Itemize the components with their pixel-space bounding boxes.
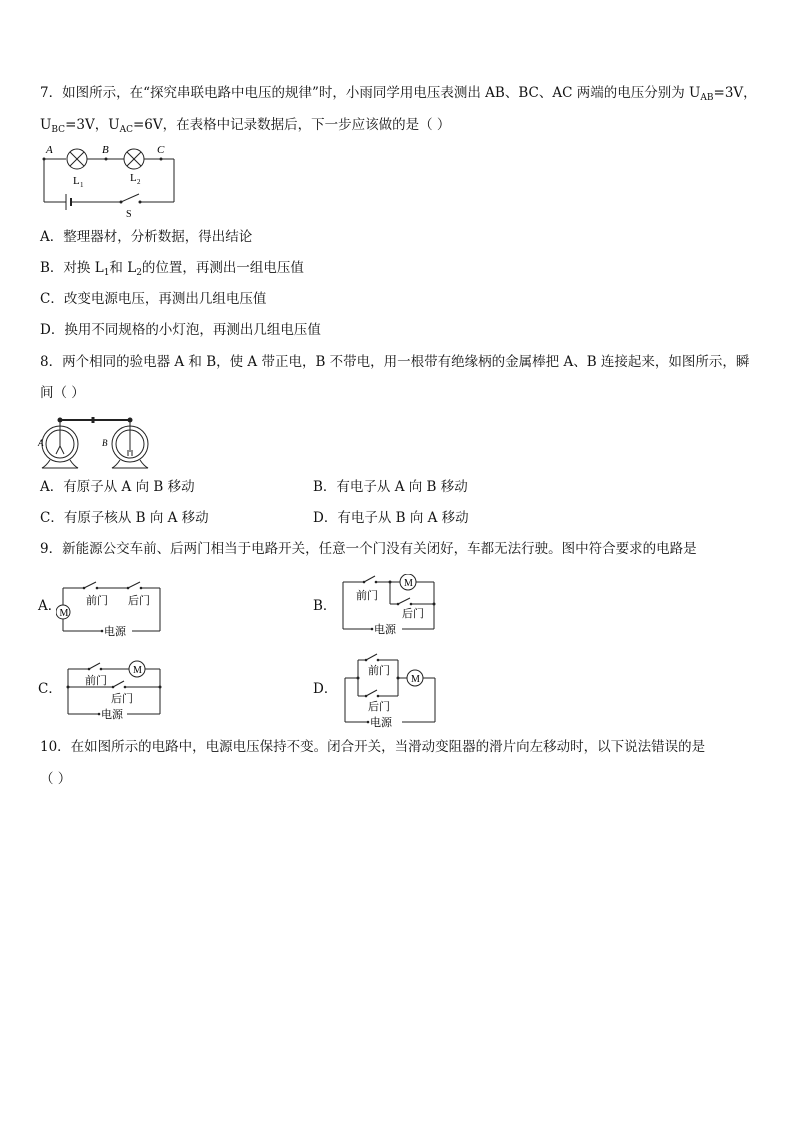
q7-fig-label-l1-sub: 1: [80, 181, 84, 189]
q10-stem-text2: （ ）: [40, 771, 72, 787]
q7-circuit-figure: [36, 142, 186, 222]
q7-fig-label-s: S: [126, 209, 132, 220]
q9-c-back-label: 后门: [111, 693, 133, 705]
q8-option-c[interactable]: [40, 509, 209, 527]
q7-option-c[interactable]: [40, 290, 266, 308]
q7-stem-text: 7．如图所示，在“探究串联电路中电压的规律”时，小雨同学用电压表测出 AB、BC、AC 两端的电压分别为 U: [40, 85, 701, 101]
q7-sub-ac: AC: [119, 125, 133, 135]
q9-b-motor-label: M: [404, 578, 413, 589]
q9-choice-d-label[interactable]: [313, 680, 337, 698]
q7-fig-label-l2: L: [130, 172, 137, 184]
q7-stem-question: =6V，在表格中记录数据后，下一步应该做的是（ ）: [132, 117, 451, 133]
q7-option-c-text: C．改变电源电压，再测出几组电压值: [40, 291, 267, 307]
q8-option-b-text: B．有电子从 A 向 B 移动: [313, 479, 468, 495]
q9-choice-c-label[interactable]: [38, 680, 62, 698]
q10-stem-text: 10．在如图所示的电路中，电源电压保持不变。闭合开关，当滑动变阻器的滑片向左移动时，以下说法错误的是: [40, 739, 706, 755]
q9-choice-c-text: C．: [38, 681, 62, 697]
q8-stem-text2: 间（ ）: [40, 385, 85, 401]
q8-option-d-text: D．有电子从 B 向 A 移动: [313, 510, 469, 526]
q9-b-power-label: 电源: [374, 624, 396, 636]
q9-b-front-label: 前门: [356, 590, 378, 602]
q8-stem-line2: [40, 384, 85, 402]
q10-stem-line2: [40, 770, 71, 788]
q9-a-front-label: 前门: [86, 595, 108, 607]
q7-sub-ab: AB: [700, 93, 714, 103]
q9-d-back-label: 后门: [368, 701, 390, 713]
q9-d-power-label: 电源: [370, 717, 392, 728]
q7-fig-label-b: B: [102, 144, 109, 156]
q8-option-b[interactable]: [313, 478, 468, 496]
q9-d-front-label: 前门: [368, 665, 390, 677]
q9-d-motor-label: M: [411, 674, 420, 685]
q9-c-motor-label: M: [133, 665, 142, 676]
q7-u-bc: U: [40, 117, 52, 133]
q9-a-back-label: 后门: [128, 595, 150, 607]
q8-electroscope-figure: [36, 414, 151, 472]
q8-option-c-text: C．有原子核从 B 向 A 移动: [40, 510, 209, 526]
q9-stem: [40, 540, 697, 558]
q9-stem-text: 9．新能源公交车前、后两门相当于电路开关，任意一个门没有关闭好，车都无法行驶。图中符合要求的电路是: [40, 541, 697, 557]
q7-option-b-sub1: 1: [103, 268, 110, 278]
q9-circuit-c[interactable]: [63, 659, 167, 721]
q7-option-b-text2: 和 L: [109, 260, 137, 276]
q9-a-power-label: 电源: [104, 626, 126, 638]
q7-stem-text-end: =3V，: [713, 85, 757, 101]
q7-stem-line1: [40, 84, 757, 107]
q9-b-back-label: 后门: [402, 608, 424, 620]
q9-choice-d-text: D．: [313, 681, 338, 697]
q9-c-power-label: 电源: [101, 709, 123, 721]
q8-stem-text: 8．两个相同的验电器 A 和 B，使 A 带正电，B 不带电，用一根带有绝缘柄的金属棒把 A、B 连接起来，如图所示，瞬: [40, 354, 750, 370]
q9-choice-b-label[interactable]: [313, 597, 336, 615]
q9-c-front-label: 前门: [85, 675, 107, 687]
q9-circuit-b[interactable]: [338, 574, 448, 636]
q8-option-d[interactable]: [313, 509, 469, 527]
q7-option-b-text3: 的位置，再测出一组电压值: [141, 260, 304, 276]
q9-choice-b-text: B．: [313, 598, 337, 614]
q7-option-b-text: B．对换 L: [40, 260, 104, 276]
q7-option-b[interactable]: [40, 259, 304, 282]
q8-fig-label-a: A: [38, 438, 44, 448]
q7-fig-label-l2-sub: 2: [137, 178, 141, 186]
q7-option-a[interactable]: [40, 228, 252, 246]
q7-fig-label-l1: L: [73, 175, 80, 187]
q9-choice-a-text: A．: [38, 598, 62, 614]
q7-option-a-text: A．整理器材，分析数据，得出结论: [40, 229, 253, 245]
q10-stem-line1: [40, 738, 705, 756]
q9-circuit-a[interactable]: [56, 578, 168, 640]
q7-fig-label-c: C: [157, 144, 165, 156]
q8-fig-label-b: B: [102, 438, 108, 448]
q8-option-a[interactable]: [40, 478, 195, 496]
q9-a-motor-label: M: [59, 608, 69, 619]
q7-fig-label-a: A: [46, 144, 53, 156]
q7-stem-line2: [40, 116, 450, 139]
q9-circuit-d[interactable]: [340, 652, 440, 728]
q7-option-d[interactable]: [40, 321, 321, 339]
q7-u-ac: =3V，U: [65, 117, 120, 133]
q8-option-a-text: A．有原子从 A 向 B 移动: [40, 479, 195, 495]
q7-sub-bc: BC: [51, 125, 66, 135]
q7-option-d-text: D．换用不同规格的小灯泡，再测出几组电压值: [40, 322, 321, 338]
q8-stem-line1: [40, 353, 749, 371]
q7-option-b-sub2: 2: [136, 268, 142, 278]
